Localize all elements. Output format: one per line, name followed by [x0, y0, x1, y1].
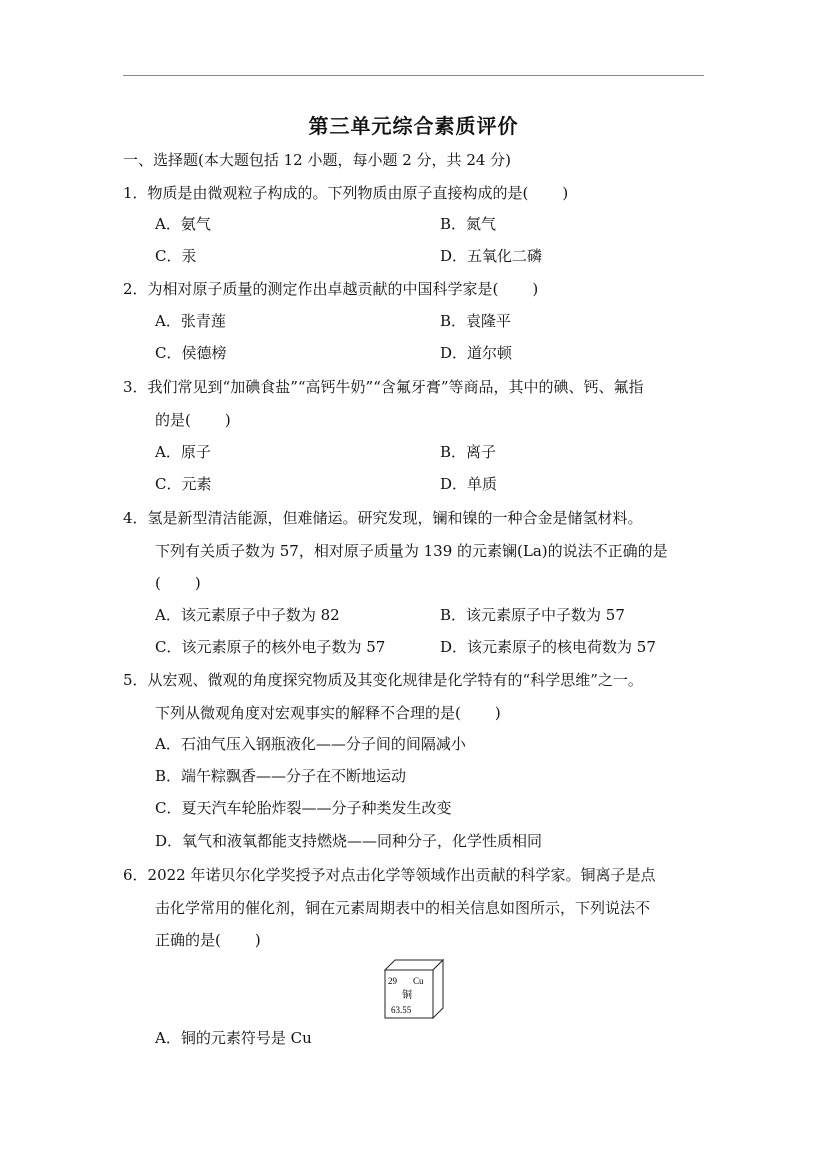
q4-option-c: C．该元素原子的核外电子数为 57 [155, 638, 386, 656]
q5-option-b: B．端午粽飘香——分子在不断地运动 [155, 767, 407, 785]
q3-option-d: D．单质 [440, 475, 498, 493]
question-4-line-2: 下列有关质子数为 57，相对原子质量为 139 的元素镧(La)的说法不正确的是 [155, 542, 668, 560]
question-3-line-1: 3．我们常见到“加碘食盐”“高钙牛奶”“含氟牙膏”等商品，其中的碘、钙、氟指 [123, 378, 644, 396]
atomic-mass: 63.55 [391, 1005, 412, 1015]
atomic-number: 29 [388, 976, 397, 986]
question-5-line-2 [155, 703, 501, 723]
q1-option-c: C．汞 [155, 247, 197, 265]
question-2-stem: 2．为相对原子质量的测定作出卓越贡献的中国科学家是( [123, 280, 499, 298]
q3-option-a: A．原子 [155, 443, 211, 461]
cube-side-face [433, 960, 443, 1018]
q6-option-a: A．铜的元素符号是 Cu [155, 1029, 312, 1047]
question-5-line-1: 5．从宏观、微观的角度探究物质及其变化规律是化学特有的“科学思维”之一。 [123, 671, 643, 689]
q4-option-d: D．该元素原子的核电荷数为 57 [440, 638, 656, 656]
q2-option-b: B．袁隆平 [440, 312, 512, 330]
answer-paren: ) [194, 574, 201, 592]
q4-option-b: B．该元素原子中子数为 57 [440, 606, 625, 624]
element-symbol: Cu [413, 976, 424, 986]
question-3-line-2 [155, 410, 231, 430]
answer-paren: ) [494, 704, 501, 722]
answer-paren: ) [562, 184, 569, 202]
question-4-line-3 [155, 573, 201, 593]
q1-option-d: D．五氧化二磷 [440, 247, 543, 265]
question-6-line-3 [155, 930, 261, 950]
question-1-stem: 1．物质是由微观粒子构成的。下列物质由原子直接构成的是( [123, 184, 529, 202]
q1-option-b: B．氮气 [440, 215, 497, 233]
section-heading: 一、选择题(本大题包括 12 小题，每小题 2 分，共 24 分) [123, 151, 512, 169]
question-1 [123, 183, 568, 203]
q5-option-d: D．氧气和液氧都能支持燃烧——同种分子，化学性质相同 [155, 832, 543, 850]
question-3-stem: 的是( [155, 411, 191, 429]
q2-option-c: C．侯德榜 [155, 344, 227, 362]
q1-option-a: A．氨气 [155, 215, 211, 233]
answer-paren: ) [254, 931, 261, 949]
q2-option-a: A．张青莲 [155, 312, 226, 330]
q3-option-c: C．元素 [155, 475, 212, 493]
answer-paren: ) [224, 411, 231, 429]
question-6-stem: 正确的是( [155, 931, 221, 949]
top-rule [123, 75, 704, 76]
q5-option-a: A．石油气压入钢瓶液化——分子间的间隔减小 [155, 735, 466, 753]
element-name: 铜 [402, 990, 412, 1001]
periodic-table-cell [383, 958, 445, 1020]
q5-option-c: C．夏天汽车轮胎炸裂——分子种类发生改变 [155, 799, 452, 817]
question-4-stem: ( [155, 574, 161, 592]
q3-option-b: B．离子 [440, 443, 497, 461]
answer-paren: ) [532, 280, 539, 298]
question-6-line-1: 6．2022 年诺贝尔化学奖授予对点击化学等领域作出贡献的科学家。铜离子是点 [123, 866, 656, 884]
question-2 [123, 279, 538, 299]
question-4-line-1: 4．氢是新型清洁能源，但难储运。研究发现，镧和镍的一种合金是储氢材料。 [123, 509, 643, 527]
question-6-line-2: 击化学常用的催化剂，铜在元素周期表中的相关信息如图所示，下列说法不 [155, 899, 651, 917]
q4-option-a: A．该元素原子中子数为 82 [155, 606, 340, 624]
page-title: 第三单元综合素质评价 [308, 114, 519, 138]
q2-option-d: D．道尔顿 [440, 344, 513, 362]
periodic-cell-figure [383, 958, 445, 1020]
question-5-stem: 下列从微观角度对宏观事实的解释不合理的是( [155, 704, 461, 722]
